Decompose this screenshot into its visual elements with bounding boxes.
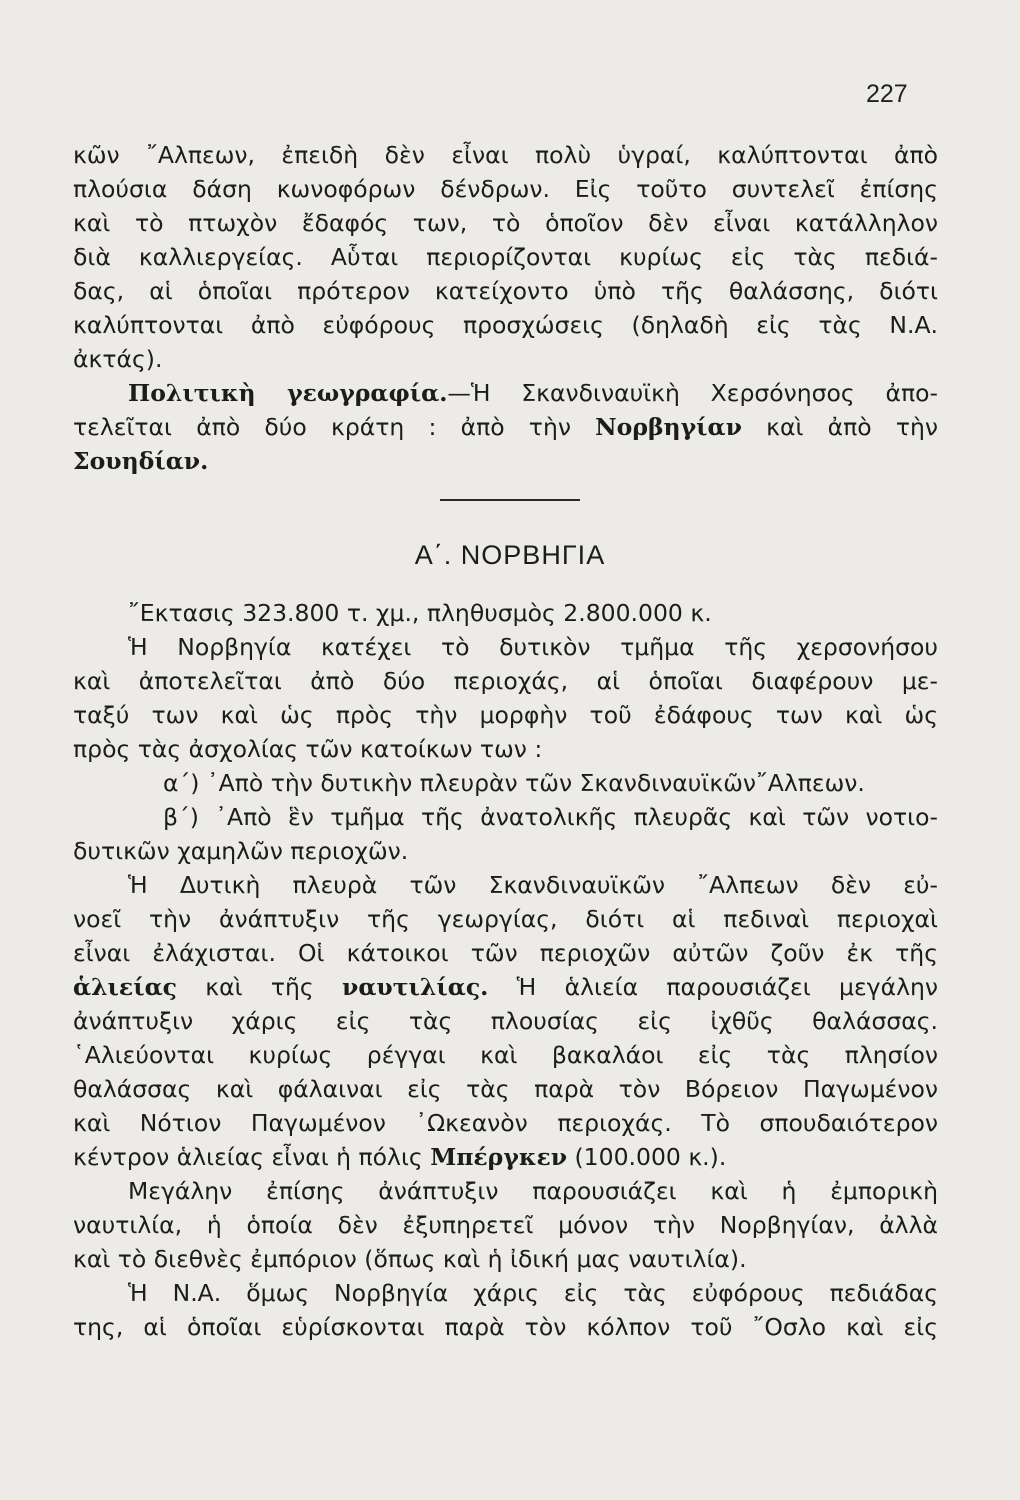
intro-text xyxy=(73,138,938,478)
list-item-b: β΄) ᾿Απὸ ἓν τμῆμα τῆς ἀνατολικῆς πλευρᾶς καὶ τῶν νοτιο- xyxy=(163,803,938,831)
text-line: ταξύ των καὶ ὡς πρὸς τὴν μορφὴν τοῦ ἐδάφους των καὶ ὡς xyxy=(73,701,938,729)
text-line: ἀνάπτυξιν χάρις εἰς τὰς πλουσίας εἰς ἰχθῦς θαλάσσας. xyxy=(73,1007,938,1035)
text-span: τελεῖται ἀπὸ δύο κράτη : ἀπὸ τὴν xyxy=(73,413,596,441)
text-span: κέντρον ἁλιείας εἶναι ἡ πόλις xyxy=(73,1143,431,1171)
text-line: θαλάσσας καὶ φάλαιναι εἰς τὰς παρὰ τὸν Βόρειον Παγωμένον xyxy=(73,1075,938,1103)
text-line: ἀκτάς). xyxy=(73,345,163,373)
body-text xyxy=(73,596,938,1344)
text-span: καὶ τῆς xyxy=(176,973,343,1001)
section-title: Πολιτικὴ γεωγραφία. xyxy=(128,379,448,407)
text-span: —Ἡ Σκανδιναυϊκὴ Χερσόνησος ἀπο- xyxy=(447,379,938,407)
text-line: καλύπτονται ἀπὸ εὐφόρους προσχώσεις (δηλαδὴ εἰς τὰς Ν.Α. xyxy=(73,311,938,339)
text-line: καὶ ἀποτελεῖται ἀπὸ δύο περιοχάς, αἱ ὁποῖαι διαφέρουν με- xyxy=(73,667,938,695)
country-name: Σουηδίαν. xyxy=(73,447,209,475)
text-line: Ἡ Νορβηγία κατέχει τὸ δυτικὸν τμῆμα τῆς χερσονήσου xyxy=(128,633,938,661)
page-number: 227 xyxy=(866,80,908,108)
text-line: καὶ Νότιον Παγωμένον ᾿Ωκεανὸν περιοχάς. Τὸ σπουδαιότερον xyxy=(73,1109,938,1137)
text-line: διὰ καλλιεργείας. Αὗται περιορίζονται κυρίως εἰς τὰς πεδιά- xyxy=(73,243,938,271)
text-span: (100.000 κ.). xyxy=(567,1143,727,1171)
text-line: της, αἱ ὁποῖαι εὑρίσκονται παρὰ τὸν κόλπον τοῦ ῎Οσλο καὶ εἰς xyxy=(73,1313,938,1341)
text-line: καὶ τὸ πτωχὸν ἔδαφός των, τὸ ὁποῖον δὲν εἶναι κατάλληλον xyxy=(73,209,938,237)
text-line xyxy=(73,410,938,444)
text-span: Ἡ ἁλιεία παρουσιάζει μεγάλην xyxy=(488,973,939,1001)
text-line: δας, αἱ ὁποῖαι πρότερον κατείχοντο ὑπὸ τῆς θαλάσσης, διότι xyxy=(73,277,938,305)
section-divider xyxy=(440,499,580,501)
text-line xyxy=(73,444,938,478)
text-line: κῶν ῎Αλπεων, ἐπειδὴ δὲν εἶναι πολὺ ὑγραί, καλύπτονται ἀπὸ xyxy=(73,141,938,169)
text-line: ῾Αλιεύονται κυρίως ρέγγαι καὶ βακαλάοι εἰς τὰς πλησίον xyxy=(73,1041,938,1069)
text-line: Ἡ Ν.Α. ὅμως Νορβηγία χάρις εἰς τὰς εὐφόρους πεδιάδας xyxy=(128,1279,938,1307)
text-span: καὶ ἀπὸ τὴν xyxy=(741,413,938,441)
text-line: εἶναι ἐλάχισται. Οἱ κάτοικοι τῶν περιοχῶν αὐτῶν ζοῦν ἐκ τῆς xyxy=(73,939,938,967)
text-line: Ἡ Δυτικὴ πλευρὰ τῶν Σκανδιναυϊκῶν ῎Αλπεων δὲν εὐ- xyxy=(128,871,938,899)
text-line: Μεγάλην ἐπίσης ἀνάπτυξιν παρουσιάζει καὶ ἡ ἐμπορικὴ xyxy=(128,1177,938,1205)
text-line xyxy=(73,970,938,1004)
country-name: Νορβηγίαν xyxy=(595,413,742,441)
text-line xyxy=(73,376,938,410)
text-line: καὶ τὸ διεθνὲς ἐμπόριον (ὅπως καὶ ἡ ἰδική μας ναυτιλία). xyxy=(73,1245,747,1273)
stats-line: ῎Εκτασις 323.800 τ. χμ., πληθυσμὸς 2.800.000 κ. xyxy=(128,599,712,627)
city-name: Μπέργκεν xyxy=(430,1143,568,1171)
text-line: ναυτιλία, ἡ ὁποία δὲν ἐξυπηρετεῖ μόνον τὴν Νορβηγίαν, ἀλλὰ xyxy=(73,1211,938,1239)
keyword-shipping: ναυτιλίας. xyxy=(342,973,489,1001)
text-line: πλούσια δάση κωνοφόρων δένδρων. Εἰς τοῦτο συντελεῖ ἐπίσης xyxy=(73,175,938,203)
keyword-fishing: ἁλιείας xyxy=(73,973,177,1001)
list-item-a: α΄) ᾿Απὸ τὴν δυτικὴν πλευρὰν τῶν Σκανδιναυϊκῶν῎Αλπεων. xyxy=(163,769,865,797)
text-line: δυτικῶν χαμηλῶν περιοχῶν. xyxy=(73,837,409,865)
text-line: πρὸς τὰς ἀσχολίας τῶν κατοίκων των : xyxy=(73,735,543,763)
section-heading: Α΄. ΝΟΡΒΗΓΙΑ xyxy=(414,540,606,570)
text-line xyxy=(73,1140,938,1174)
text-line: νοεῖ τὴν ἀνάπτυξιν τῆς γεωργίας, διότι αἱ πεδιναὶ περιοχαὶ xyxy=(73,905,938,933)
